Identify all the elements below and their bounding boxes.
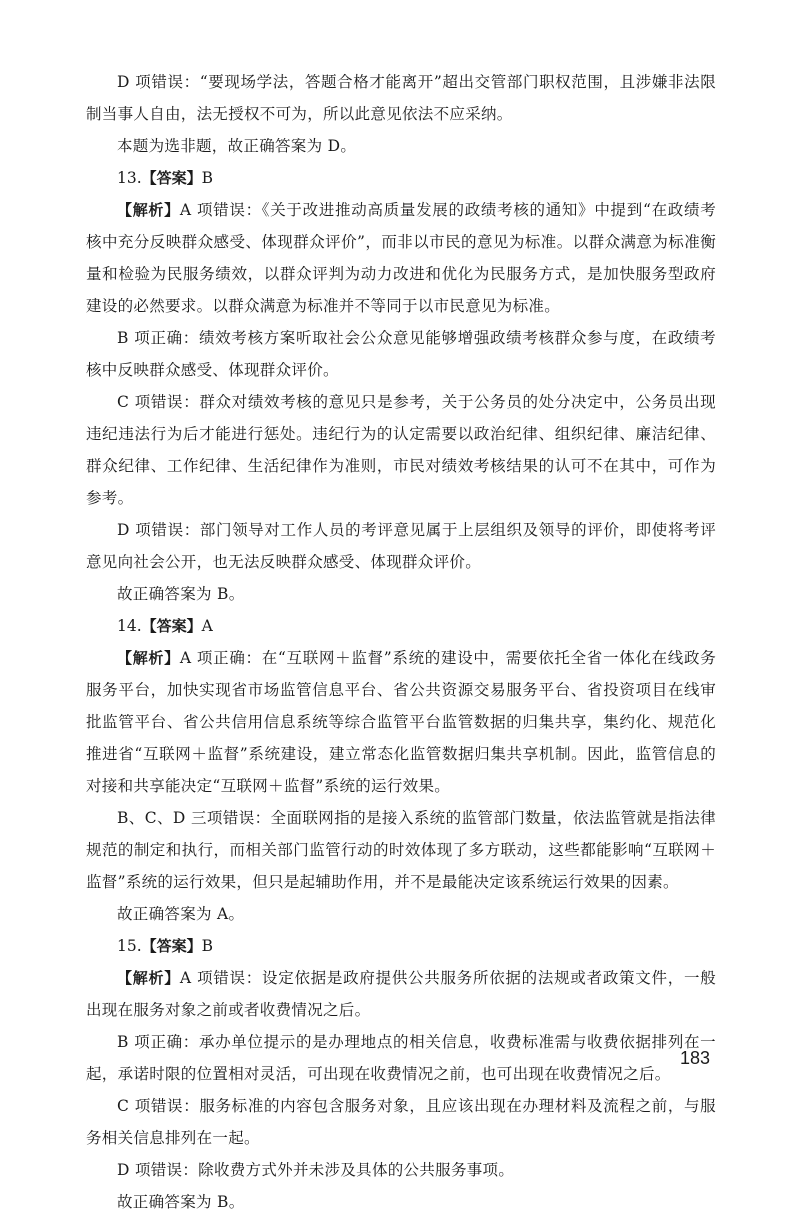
q15-answer-label: 【答案】: [141, 937, 202, 955]
q15-c-option: C 项错误：服务标准的内容包含服务对象，且应该出现在办理材料及流程之前，与服务相关信息排列在一起。: [86, 1097, 716, 1147]
q15-analysis-label: 【解析】: [117, 969, 180, 987]
q14-answer-line: [86, 610, 716, 642]
q15-number: 15.: [117, 937, 142, 955]
q13-analysis-label: 【解析】: [117, 201, 180, 219]
q14-answer: A: [201, 617, 213, 635]
q14-number: 14.: [117, 617, 142, 635]
q13-b-option: B 项正确：绩效考核方案听取社会公众意见能够增强政绩考核群众参与度，在政绩考核中反映群众感受、体现群众评价。: [86, 329, 716, 379]
q15-a-option: A 项错误：设定依据是政府提供公共服务所依据的法规或者政策文件，一般出现在服务对象之前或者收费情况之后。: [86, 969, 716, 1019]
q13-answer-line: [86, 162, 716, 194]
q15-conclusion: 故正确答案为 B。: [117, 1193, 245, 1211]
q15-b-option: B 项正确：承办单位提示的是办理地点的相关信息，收费标准需与收费依据排列在一起，承诺时限的位置相对灵活，可出现在收费情况之前，也可出现在收费情况之后。: [86, 1033, 716, 1083]
q15-analysis-a: [86, 962, 716, 1026]
q13-number: 13.: [117, 169, 142, 187]
q13-c-option: C 项错误：群众对绩效考核的意见只是参考，关于公务员的处分决定中，公务员出现违纪违法行为后才能进行惩处。违纪行为的认定需要以政治纪律、组织纪律、廉洁纪律、群众纪律、工作纪律、生活纪律作为准则，市民对绩效考核结果的认可不在其中，可作为参考。: [86, 393, 716, 507]
q15-d-option: D 项错误：除收费方式外并未涉及具体的公共服务事项。: [117, 1161, 515, 1179]
q13-answer-label: 【答案】: [141, 169, 202, 187]
q13-d-option: D 项错误：部门领导对工作人员的考评意见属于上层组织及领导的评价，即使将考评意见向社会公开，也无法反映群众感受、体现群众评价。: [86, 521, 716, 571]
q13-answer: B: [201, 169, 214, 187]
q14-answer-label: 【答案】: [141, 617, 202, 635]
q14-analysis-label: 【解析】: [117, 649, 180, 667]
q14-conclusion: 故正确答案为 A。: [117, 905, 245, 923]
q14-analysis-a: [86, 642, 716, 802]
document-page: [86, 66, 716, 1218]
q14-bcd-option: B、C、D 三项错误：全面联网指的是接入系统的监管部门数量，依法监管就是指法律规范的制定和执行，而相关部门监管行动的时效体现了多方联动，这些都能影响“互联网＋监督”系统的运行效果，但只是起辅助作用，并不是最能决定该系统运行效果的因素。: [86, 809, 716, 891]
q13-analysis-a: [86, 194, 716, 322]
q15-answer: B: [201, 937, 214, 955]
page-number: 183: [679, 1048, 710, 1068]
q12-d-option: D 项错误：“要现场学法，答题合格才能离开”超出交管部门职权范围，且涉嫌非法限制当事人自由，法无授权不可为，所以此意见依法不应采纳。: [86, 73, 716, 123]
q15-answer-line: [86, 930, 716, 962]
q12-conclusion: 本题为选非题，故正确答案为 D。: [117, 137, 357, 155]
q13-a-option: A 项错误：《关于改进推动高质量发展的政绩考核的通知》中提到“在政绩考核中充分反映群众感受、体现群众评价”，而非以市民的意见为标准。以群众满意为标准衡量和检验为民服务绩效，以群众评判为动力改进和优化为民服务方式，是加快服务型政府建设的必然要求。以群众满意为标准并不等同于以市民意见为标准。: [86, 201, 717, 315]
q14-a-option: A 项正确：在“互联网＋监督”系统的建设中，需要依托全省一体化在线政务服务平台，加快实现省市场监管信息平台、省公共资源交易服务平台、省投资项目在线审批监管平台、省公共信用信息系统等综合监管平台监管数据的归集共享，集约化、规范化推进省“互联网＋监督”系统建设，建立常态化监管数据归集共享机制。因此，监管信息的对接和共享能决定“互联网＋监督”系统的运行效果。: [86, 649, 716, 795]
q13-conclusion: 故正确答案为 B。: [117, 585, 245, 603]
